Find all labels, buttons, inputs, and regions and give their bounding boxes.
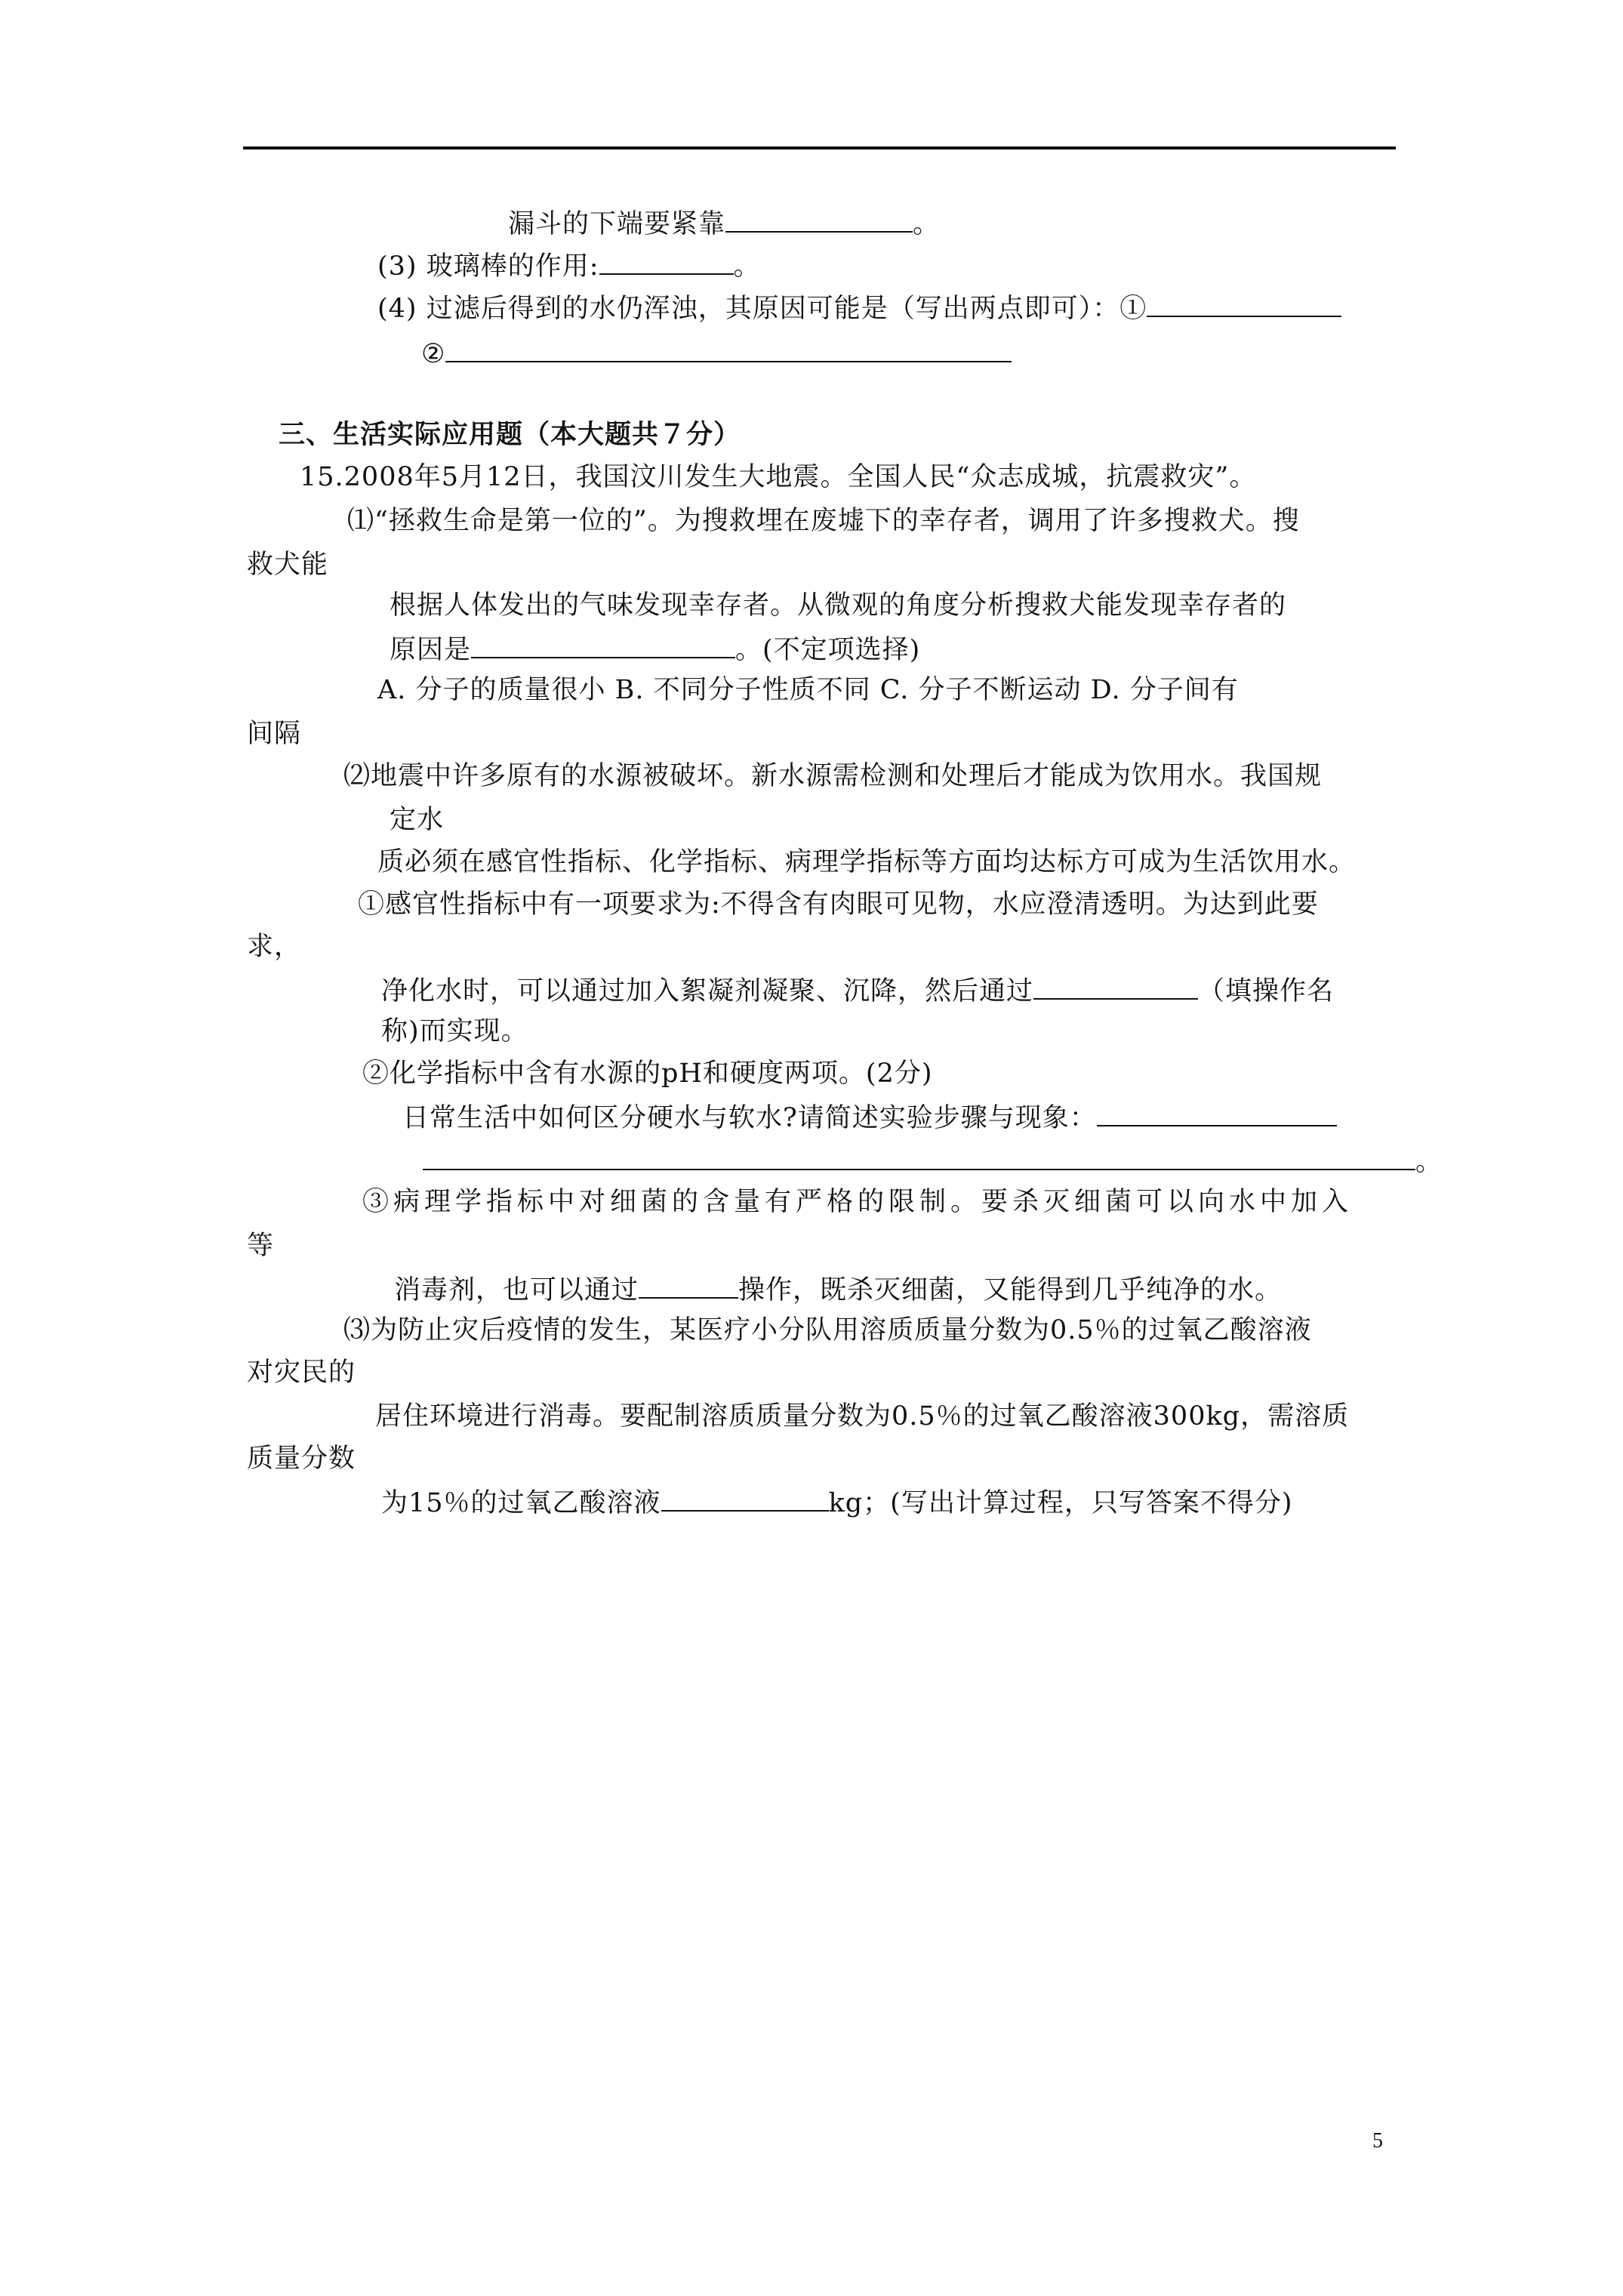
p2-s3-suffix: 操作，既杀灭细菌，又能得到几乎纯净的水。: [738, 1275, 1283, 1305]
q4-line: [377, 290, 1341, 325]
p3-line4: 质量分数: [247, 1444, 356, 1474]
p1-line1: ⑴“拯救生命是第一位的”。为搜救埋在废墟下的幸存者，调用了许多搜救犬。搜: [347, 506, 1300, 536]
p2-s2-line2: [402, 1099, 1337, 1135]
p2-line1: ⑵地震中许多原有的水源被破坏。新水源需检测和处理后才能成为饮用水。我国规: [343, 761, 1323, 791]
p1-options-wrap: 间隔: [247, 719, 302, 749]
p2-s1-line1: ①感官性指标中有一项要求为:不得含有肉眼可见物，水应澄清透明。为达到此要: [358, 889, 1319, 920]
section3-heading: 三、生活实际应用题（本大题共７分）: [279, 419, 741, 450]
q3-answer-blank[interactable]: [599, 248, 734, 275]
header-rule: [243, 146, 1396, 149]
p1-reason-prefix: 原因是: [390, 635, 472, 665]
q4-line-2: [421, 335, 1012, 371]
p2-s1-line3: [381, 972, 1334, 1008]
p2-s2-line3: [423, 1143, 1443, 1179]
p1-options: A. 分子的质量很小 B. 不同分子性质不同 C. 分子不断运动 D. 分子间有: [377, 675, 1239, 705]
p2-line3: 质必须在感官性指标、化学指标、病理学指标等方面均达标方可成为生活饮用水。: [377, 847, 1357, 877]
p1-line3: 根据人体发出的气味发现幸存者。从微观的角度分析搜救犬能发现幸存者的: [390, 590, 1287, 621]
q3-line: [377, 248, 761, 283]
p3-mass-blank[interactable]: [661, 1484, 829, 1512]
p2-s2-answer-blank-1[interactable]: [1097, 1099, 1337, 1126]
q15-intro: 15.2008年5月12日，我国汶川发生大地震。全国人民“众志成城，抗震救灾”。: [300, 462, 1257, 492]
p1-line4: [390, 631, 920, 667]
p2-s1-operation-suffix: （填操作名: [1198, 976, 1335, 1006]
q4-item2-marker: ②: [421, 339, 446, 369]
p3-line5: [381, 1484, 1292, 1520]
q4-answer-blank-2[interactable]: [445, 335, 1012, 362]
p2-s3-line1: ③病理学指标中对细菌的含量有严格的限制。要杀灭细菌可以向水中加入: [362, 1187, 1354, 1217]
p3-line1: ⑶为防止灾后疫情的发生，某医疗小分队用溶质质量分数为0.5％的过氧乙酸溶液: [343, 1315, 1312, 1345]
p2-s1-line4: 称)而实现。: [381, 1016, 528, 1046]
p2-s2-question: 日常生活中如何区分硬水与软水?请简述实验步骤与现象：: [402, 1103, 1097, 1133]
p1-line2: 救犬能: [247, 550, 329, 580]
funnel-line: [508, 205, 940, 241]
p3-line2: 对灾民的: [247, 1358, 356, 1388]
p2-s2-suffix: 。: [1415, 1147, 1443, 1177]
p3-mass-suffix: kg；(写出计算过程，只写答案不得分): [828, 1488, 1293, 1518]
funnel-answer-blank[interactable]: [725, 205, 913, 233]
q3-suffix: 。: [733, 251, 761, 282]
q4-text: (4) 过滤后得到的水仍浑浊，其原因可能是（写出两点即可）：①: [377, 294, 1147, 324]
p1-reason-blank[interactable]: [471, 631, 735, 658]
p2-s3-line3: [394, 1271, 1282, 1307]
p2-s1-line2: 求，: [247, 932, 302, 962]
p1-reason-suffix: 。(不定项选择): [735, 635, 921, 665]
page-number: 5: [1372, 2129, 1383, 2153]
funnel-suffix: 。: [913, 209, 941, 239]
q3-label: (3) 玻璃棒的作用:: [377, 251, 599, 282]
p2-s2-answer-blank-2[interactable]: [423, 1143, 1415, 1170]
p3-line3: 居住环境进行消毒。要配制溶质质量分数为0.5％的过氧乙酸溶液300kg，需溶质: [375, 1401, 1350, 1432]
p2-s3-operation-blank[interactable]: [639, 1271, 738, 1299]
p3-mass-prefix: 为15％的过氧乙酸溶液: [381, 1488, 661, 1518]
p2-s2-line1: ②化学指标中含有水源的pH和硬度两项。(2分): [362, 1059, 933, 1089]
funnel-text: 漏斗的下端要紧靠: [508, 209, 726, 239]
q4-answer-blank-1[interactable]: [1147, 290, 1341, 317]
p2-line2: 定水: [390, 805, 445, 835]
p2-s3-prefix: 消毒剂，也可以通过: [394, 1275, 639, 1305]
p2-s1-operation-blank[interactable]: [1033, 972, 1198, 1000]
p2-s1-operation-prefix: 净化水时，可以通过加入絮凝剂凝聚、沉降，然后通过: [381, 976, 1034, 1006]
p2-s3-line2: 等: [247, 1231, 275, 1261]
